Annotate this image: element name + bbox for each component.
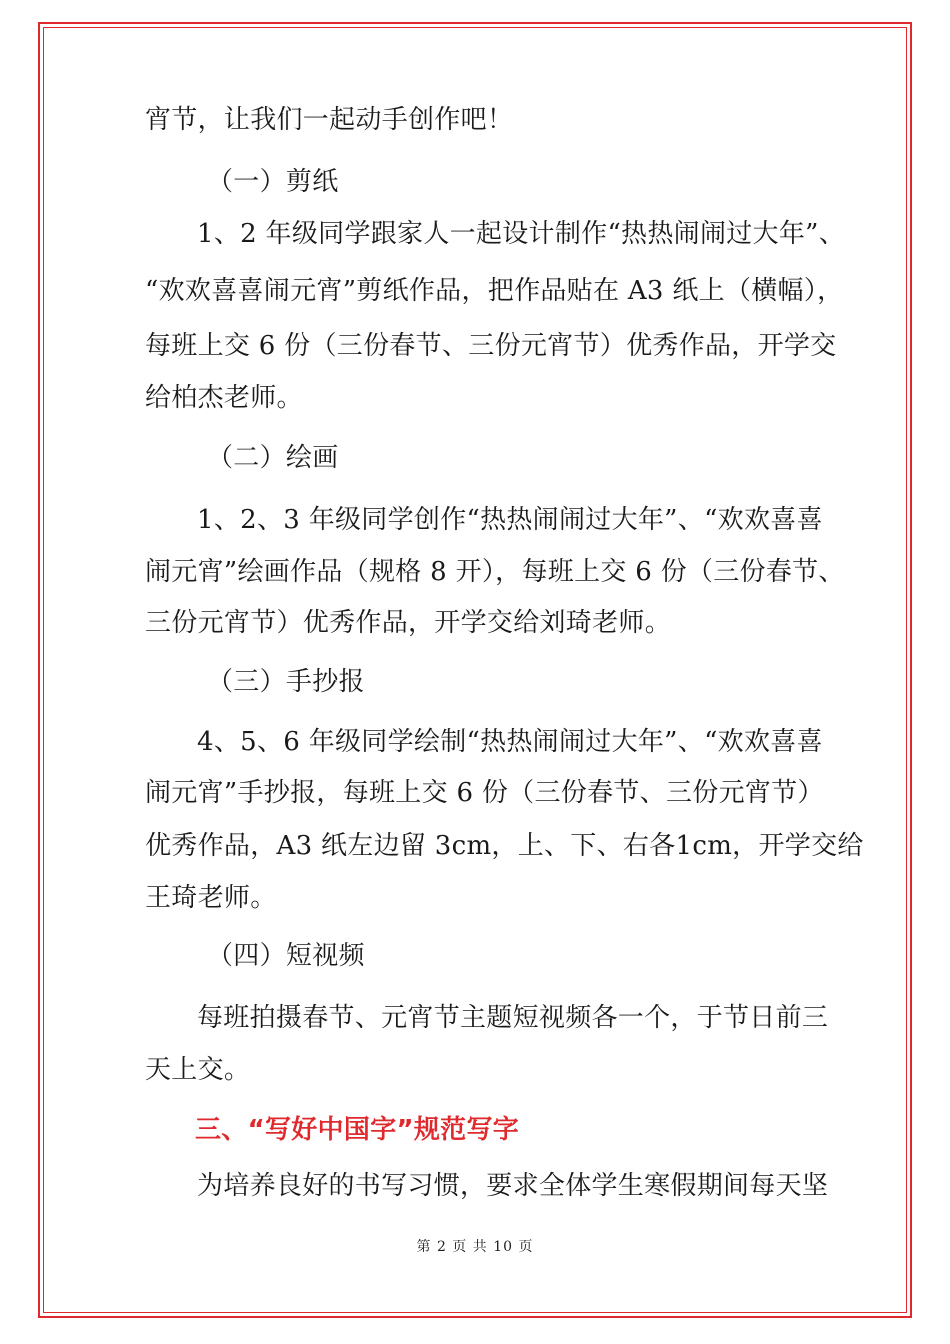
paragraph-line: 每班拍摄春节、元宵节主题短视频各一个，于节日前三	[197, 1003, 829, 1033]
paragraph-line: 每班上交 6 份（三份春节、三份元宵节）优秀作品，开学交	[145, 331, 837, 361]
paragraph-line: 闹元宵”手抄报，每班上交 6 份（三份春节、三份元宵节）	[145, 778, 824, 808]
section-title-painting: （二）绘画	[207, 443, 339, 473]
paragraph-line: 1、2、3 年级同学创作“热热闹闹过大年”、“欢欢喜喜	[197, 505, 823, 535]
paragraph-line: 王琦老师。	[145, 883, 277, 913]
section-heading-writing: 三、“写好中国字”规范写字	[195, 1115, 520, 1145]
paragraph-line: “欢欢喜喜闹元宵”剪纸作品，把作品贴在 A3 纸上（横幅），	[145, 276, 844, 306]
section-title-handwritten-newspaper: （三）手抄报	[207, 667, 365, 697]
paragraph-line: 宵节，让我们一起动手创作吧！	[145, 105, 514, 135]
paragraph-line: 闹元宵”绘画作品（规格 8 开），每班上交 6 份（三份春节、	[145, 557, 845, 587]
paragraph-line: 天上交。	[145, 1055, 251, 1085]
paragraph-line: 1、2 年级同学跟家人一起设计制作“热热闹闹过大年”、	[197, 219, 846, 249]
page-footer: 第 2 页 共 10 页	[416, 1239, 534, 1255]
paragraph-line: 4、5、6 年级同学绘制“热热闹闹过大年”、“欢欢喜喜	[197, 727, 823, 757]
paragraph-line: 为培养良好的书写习惯，要求全体学生寒假期间每天坚	[197, 1171, 829, 1201]
paragraph-line: 优秀作品，A3 纸左边留 3cm，上、下、右各1cm，开学交给	[145, 831, 864, 861]
section-title-papercut: （一）剪纸	[207, 167, 339, 197]
section-title-short-video: （四）短视频	[207, 941, 365, 971]
paragraph-line: 三份元宵节）优秀作品，开学交给刘琦老师。	[145, 608, 672, 638]
paragraph-line: 给柏杰老师。	[145, 383, 303, 413]
